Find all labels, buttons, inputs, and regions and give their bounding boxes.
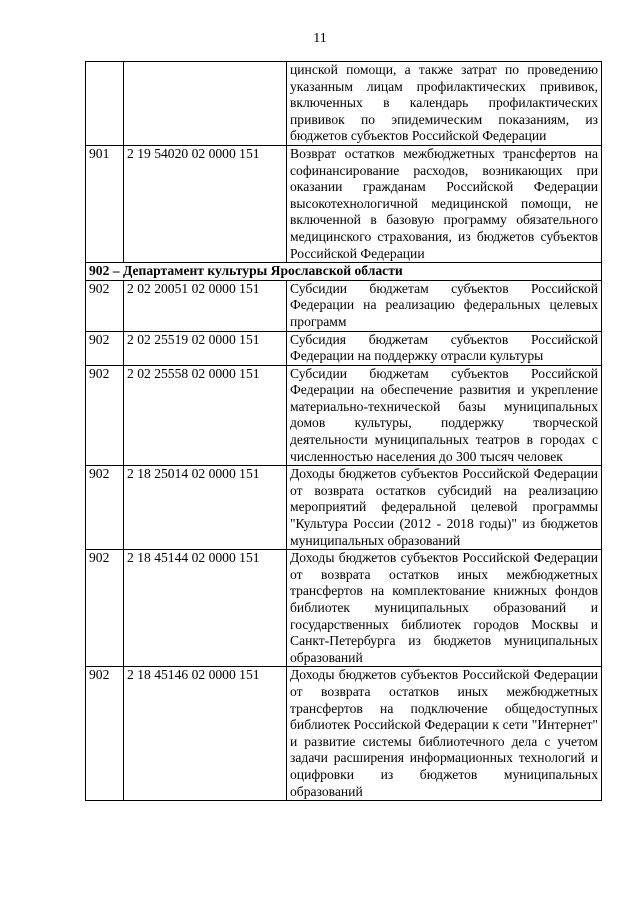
budget-code-cell: 2 18 45146 02 0000 151	[124, 667, 287, 801]
budget-codes-table	[85, 61, 602, 801]
admin-code-cell: 901	[86, 145, 124, 262]
description-cell: Субсидии бюджетам субъектов Российской Федерации на реализацию федеральных целевых программ	[287, 280, 602, 331]
table-row	[86, 62, 602, 146]
description-cell: Субсидия бюджетам субъектов Российской Федерации на поддержку отрасли культуры	[287, 331, 602, 365]
section-row	[86, 263, 602, 281]
budget-code-cell: 2 02 25519 02 0000 151	[124, 331, 287, 365]
admin-code-cell	[86, 62, 124, 146]
admin-code-cell: 902	[86, 550, 124, 667]
table-row	[86, 667, 602, 801]
admin-code-cell: 902	[86, 280, 124, 331]
budget-code-cell: 2 02 20051 02 0000 151	[124, 280, 287, 331]
budget-code-cell: 2 19 54020 02 0000 151	[124, 145, 287, 262]
table-row	[86, 280, 602, 331]
budget-code-cell	[124, 62, 287, 146]
admin-code-cell: 902	[86, 331, 124, 365]
description-cell: цинской помощи, а также затрат по проведению указанным лицам профилактических прививок, включенных в календарь профилактических прививок по эпидемическим показаниям, из бюджетов субъектов Российской Федерации	[287, 62, 602, 146]
description-cell: Доходы бюджетов субъектов Российской Федерации от возврата остатков субсидий на реализацию мероприятий федеральной целевой программы "Культура России (2012 - 2018 годы)" из бюджетов муниципальных образований	[287, 466, 602, 550]
description-cell: Доходы бюджетов субъектов Российской Федерации от возврата остатков иных межбюджетных трансфертов на подключение общедоступных библиотек Российской Федерации к сети "Интернет" и развитие системы библиотечного дела с учетом задачи расширения информационных технологий и оцифровки из бюджетов муниципальных образований	[287, 667, 602, 801]
budget-code-cell: 2 18 25014 02 0000 151	[124, 466, 287, 550]
budget-code-cell: 2 18 45144 02 0000 151	[124, 550, 287, 667]
budget-code-cell: 2 02 25558 02 0000 151	[124, 365, 287, 466]
table-row	[86, 331, 602, 365]
admin-code-cell: 902	[86, 667, 124, 801]
section-heading: 902 – Департамент культуры Ярославской области	[86, 263, 602, 281]
table-row	[86, 365, 602, 466]
table-row	[86, 145, 602, 262]
table-row	[86, 550, 602, 667]
description-cell: Субсидии бюджетам субъектов Российской Федерации на обеспечение развития и укрепление материально-технической базы муниципальных домов культуры, поддержку творческой деятельности муниципальных театров в городах с численностью населения до 300 тысяч человек	[287, 365, 602, 466]
page-number: 11	[313, 31, 327, 46]
description-cell: Доходы бюджетов субъектов Российской Федерации от возврата остатков иных межбюджетных трансфертов на комплектование книжных фондов библиотек муниципальных образований и государственных библиотек городов Москвы и Санкт-Петербурга из бюджетов муниципальных образований	[287, 550, 602, 667]
admin-code-cell: 902	[86, 466, 124, 550]
description-cell: Возврат остатков межбюджетных трансфертов на софинансирование расходов, возникающих при оказании гражданам Российской Федерации высокотехнологичной медицинской помощи, не включенной в базовую программу обязательного медицинского страхования, из бюджетов субъектов Российской Федерации	[287, 145, 602, 262]
admin-code-cell: 902	[86, 365, 124, 466]
table-row	[86, 466, 602, 550]
